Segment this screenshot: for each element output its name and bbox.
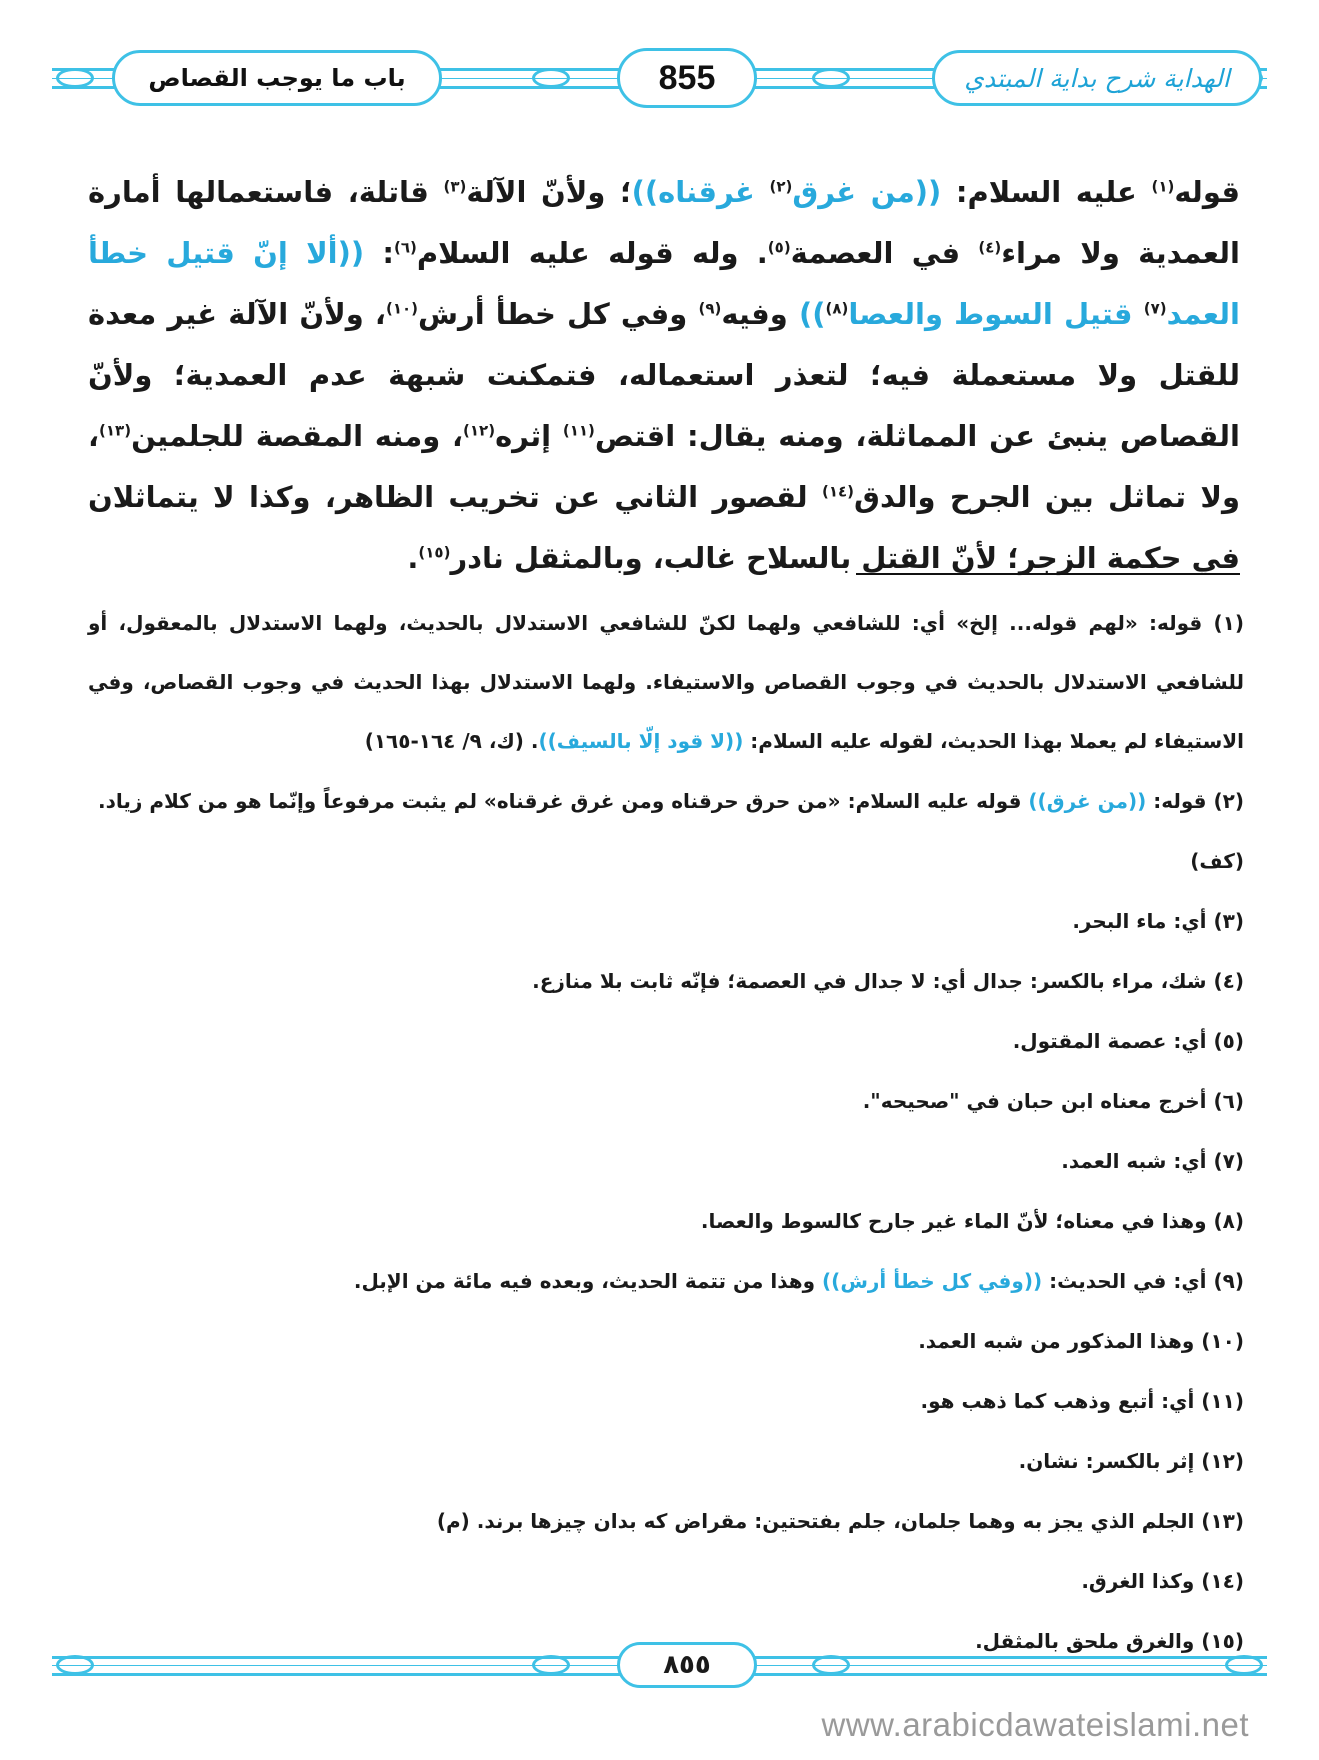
footnote-ref-13: (١٣) (99, 421, 132, 440)
main-paragraph: قوله$^{(١)}$ عليه السلام: ((من غرق$^{(٢)}$ غرقناه))؛ ولأنّ الآلة$^{(٣)}$ قاتلة، فاستعمالها أمارة العمدية ولا مراء$^{(٤)}$ في العصمة$^{(٥)}$. وله قوله عليه السلام$^{(٦)}$: ((ألا إنّ قتيل خطأ العمد$^{(٧)}$ قتيل السوط والعصا$^{(٨)}$)) وفيه$^{(٩)}$ وفي كل خطأ أرش$^{(١٠)}$، ولأنّ الآلة غير معدة للقتل ولا مستعملة فيه؛ لتعذر استعماله، فتمكنت شبهة عدم العمدية؛ ولأنّ القصاص ينبئ عن المماثلة، ومنه يقال: اقتص$^{(١١)}$ إثره$^{(١٢)}$، ومنه المقصة للجلمين$^{(١٣)}$، ولا تماثل بين الجرح والدق$^{(١٤)}$ لقصور الثاني عن تخريب الظاهر، وكذا لا يتماثلان في حكمة الزجر؛ لأنّ القتل بالسلاح غالب، وبالمثقل نادر$^{(١٥)}$. (88, 175, 1240, 575)
footer-ornament-left (56, 1655, 94, 1675)
header-ornament-mid-right (812, 68, 850, 88)
footnotes (88, 594, 1244, 1671)
header-ornament-left (56, 68, 94, 88)
footnote-ref-15: (١٥) (418, 543, 451, 562)
page-footer (52, 1640, 1267, 1690)
footnote-7: (٧) أي: شبه العمد. (1061, 1149, 1244, 1173)
footnote-ref-4: (٤) (978, 238, 1002, 257)
footnote-ref-11: (١١) (562, 421, 595, 440)
footnote-ref-12: (١٢) (463, 421, 496, 440)
page-number-cartouche (617, 48, 757, 108)
footnote-6: (٦) أخرج معناه ابن حبان في "صحيحه". (862, 1089, 1244, 1113)
book-title-cartouche (932, 50, 1262, 106)
footnote-15: (١٥) والغرق ملحق بالمثقل. (975, 1629, 1244, 1653)
hadith-quote: ((من غرق$^{(٢)}$ غرقناه)) (631, 175, 942, 209)
footnote-4: (٤) شك، مراء بالكسر: جدال أي: لا جدال في العصمة؛ فإنّه ثابت بلا منازع. (532, 969, 1244, 993)
footnote-14: (١٤) وكذا الغرق. (1081, 1569, 1244, 1593)
website-watermark: www.arabicdawateislami.net (821, 1706, 1249, 1743)
hadith-quote: ((ألا إنّ قتيل خطأ العمد$^{(٧)}$ قتيل السوط والعصا$^{(٨)}$)) (88, 236, 1240, 331)
footer-ornament-mid-left (532, 1655, 570, 1675)
footnote-ref-8: (٨) (825, 299, 849, 318)
main-text (88, 162, 1240, 589)
footer-page-cartouche (617, 1642, 757, 1688)
footnote-ref-1: (١) (1151, 177, 1175, 196)
book-title: الهداية شرح بداية المبتدي (964, 63, 1230, 93)
footnote-ref-6: (٦) (394, 238, 417, 257)
footnote-ref-3: (٣) (443, 177, 467, 196)
header-ornament-mid-left (532, 68, 570, 88)
page-header (52, 44, 1267, 112)
chapter-title: باب ما يوجب القصاص (148, 64, 406, 92)
footnote-3: (٣) أي: ماء البحر. (1072, 909, 1244, 933)
footnote-ref-10: (١٠) (385, 299, 418, 318)
footnote-separator (856, 573, 1240, 575)
footnote-10: (١٠) وهذا المذكور من شبه العمد. (918, 1329, 1244, 1353)
footnote-11: (١١) أي: أتبع وذهب كما ذهب هو. (920, 1389, 1244, 1413)
footnote-13: (١٣) الجلم الذي يجز به وهما جلمان، جلم بفتحتين: مقراض كه بدان چيزها برند. (م) (436, 1509, 1244, 1533)
footnote-12: (١٢) إثر بالكسر: نشان. (1018, 1449, 1244, 1473)
footnote-8: (٨) وهذا في معناه؛ لأنّ الماء غير جارح كالسوط والعصا. (700, 1209, 1244, 1233)
footer-ornament-mid-right (812, 1655, 850, 1675)
footnote-ref-5: (٥) (767, 238, 791, 257)
footnote-2: (٢) قوله: ((من غرق)) قوله عليه السلام: «من حرق حرقناه ومن غرق غرقناه» لم يثبت مرفوعاً وإنّما هو من كلام زياد. (كف) (98, 789, 1244, 873)
footnote-5: (٥) أي: عصمة المقتول. (1012, 1029, 1244, 1053)
footnote-ref-2: (٢) (769, 177, 793, 196)
page-number: 855 (658, 58, 716, 97)
footnote-ref-14: (١٤) (822, 482, 855, 501)
footer-ornament-right (1225, 1655, 1263, 1675)
footer-page-number: ٨٥٥ (663, 1650, 711, 1680)
footnote-ref-9: (٩) (698, 299, 722, 318)
footnote-9: (٩) أي: في الحديث: ((وفي كل خطأ أرش)) وهذا من تتمة الحديث، وبعده فيه مائة من الإبل. (353, 1269, 1244, 1293)
footnote-ref-7: (٧) (1143, 299, 1167, 318)
footnote-1: (١) قوله: «لهم قوله... إلخ» أي: للشافعي ولهما لكنّ للشافعي الاستدلال بالحديث، ولهما الاستدلال بالمعقول، أو للشافعي الاستدلال بالحديث في وجوب القصاص والاستيفاء. ولهما الاستدلال بهذا الحديث في وجوب القصاص، وفي الاستيفاء لم يعملا بهذا الحديث، لقوله عليه السلام: ((لا قود إلّا بالسيف)). (ك، ٩/ ١٦٤-١٦٥) (88, 611, 1244, 753)
chapter-title-cartouche (112, 50, 442, 106)
